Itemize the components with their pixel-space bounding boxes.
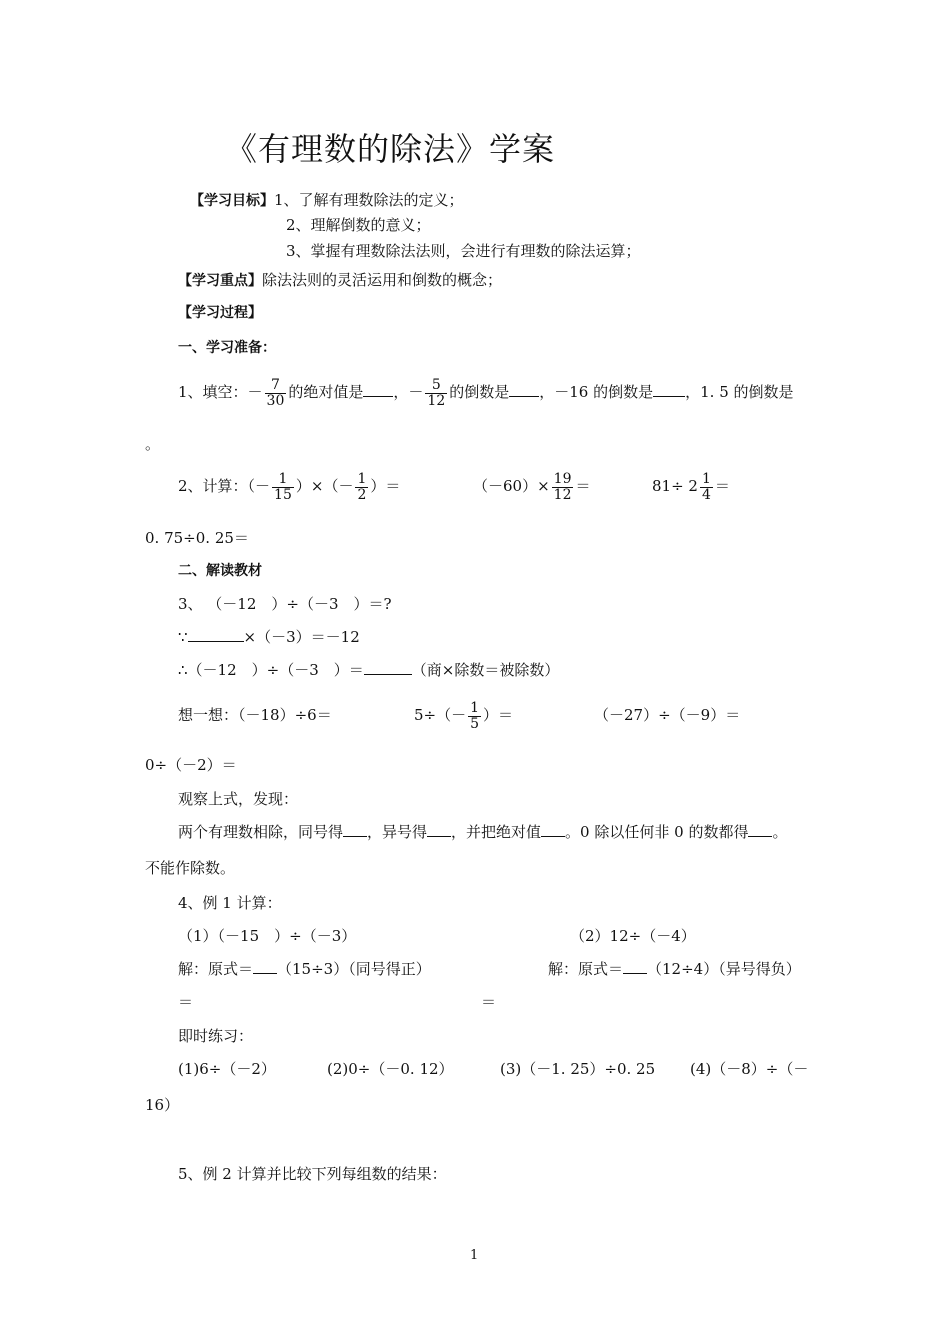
fraction-7-30: $\frac{7}{30}$ — [266, 376, 285, 409]
fraction-1-4: $\frac{1}{4}$ — [701, 470, 711, 503]
solution-1-eq: ＝ — [178, 993, 194, 1011]
page-number: 1 — [470, 1248, 479, 1263]
example1-p1: （1）（－15 ）÷（－3） — [178, 927, 357, 945]
key-points-label: 【学习重点】 — [178, 273, 262, 289]
goal-item-3: 3、掌握有理数除法法则，会进行有理数的除法运算； — [286, 242, 641, 260]
example1-p2: （2）12÷（－4） — [570, 927, 696, 945]
goals-line-1 — [190, 190, 464, 211]
q2-c: 81÷ 2 $\frac{1}{4}$ ＝ — [652, 470, 730, 503]
q2-b: （－60）× $\frac{19}{12}$ ＝ — [473, 470, 591, 503]
solution-1: 解：原式＝ （15÷3）（同号得正） — [178, 960, 431, 978]
example2-heading: 5、例 2 计算并比较下列每组数的结果： — [178, 1165, 447, 1183]
answer-blank[interactable] — [653, 382, 685, 397]
practice-item-4: (4)（－8）÷（－ — [690, 1060, 809, 1078]
process-label: 【学习过程】 — [178, 305, 262, 321]
think-c: （－27）÷（－9）＝ — [594, 706, 741, 724]
think-b: 5÷（－ $\frac{1}{5}$ ）＝ — [414, 699, 514, 732]
section1-heading: 一、学习准备： — [178, 340, 276, 356]
key-points-line — [178, 270, 502, 291]
solution-2-eq: ＝ — [481, 993, 497, 1011]
rule-line: 两个有理数相除，同号得 ，异号得 ，并把绝对值 。0 除以任何非 0 的数都得 。 — [178, 823, 788, 841]
key-points-text: 除法法则的灵活运用和倒数的概念； — [262, 271, 503, 289]
q1-line: 1、填空：－ $\frac{7}{30}$ 的绝对值是 ，－ $\frac{5}{12}$ 的倒数是 ，－16 的倒数是 ，1. 5 的倒数是 — [178, 376, 794, 409]
practice-item-4-cont: 16） — [145, 1096, 180, 1114]
answer-blank[interactable] — [188, 627, 244, 642]
q2-a: 2、计算：（－ $\frac{1}{15}$ ）×（－ $\frac{1}{2}$ ）＝ — [178, 470, 401, 503]
goal-item-2: 2、理解倒数的意义； — [286, 216, 431, 234]
fraction-1-2: $\frac{1}{2}$ — [357, 470, 367, 503]
q1-tail: 。 — [145, 435, 161, 453]
answer-blank[interactable] — [343, 822, 367, 837]
example1-heading: 4、例 1 计算： — [178, 894, 282, 912]
q3-line: 3、 （－12 ）÷（－3 ）＝? — [178, 595, 392, 613]
answer-blank[interactable] — [253, 959, 277, 974]
fraction-19-12: $\frac{19}{12}$ — [553, 470, 572, 503]
answer-blank[interactable] — [748, 822, 772, 837]
answer-blank[interactable] — [363, 382, 393, 397]
answer-blank[interactable] — [427, 822, 451, 837]
answer-blank[interactable] — [541, 822, 565, 837]
think-d: 0÷（－2）＝ — [145, 756, 237, 774]
because-line: ∵ ×（－3）＝－12 — [178, 628, 360, 646]
q2-d: 0. 75÷0. 25＝ — [145, 529, 249, 547]
therefore-line: ∴（－12 ）÷（－3 ）＝ （商×除数＝被除数） — [178, 661, 560, 679]
practice-item-1: (1)6÷（－2） — [178, 1060, 276, 1078]
goals-label: 【学习目标】 — [190, 193, 274, 209]
observe-line: 观察上式，发现： — [178, 790, 299, 808]
solution-2: 解：原式＝ （12÷4）（异号得负） — [548, 960, 801, 978]
practice-heading: 即时练习： — [178, 1027, 254, 1045]
fraction-1-5: $\frac{1}{5}$ — [470, 699, 480, 732]
answer-blank[interactable] — [623, 959, 647, 974]
fraction-1-15: $\frac{1}{15}$ — [274, 470, 292, 503]
think-a: 想一想：（－18）÷6＝ — [178, 706, 332, 724]
rule-line-2: 不能作除数。 — [145, 859, 236, 877]
answer-blank[interactable] — [509, 382, 539, 397]
answer-blank[interactable] — [364, 660, 412, 675]
section2-heading: 二、解读教材 — [178, 563, 262, 579]
document-title: 《有理数的除法》学案 — [225, 130, 556, 168]
practice-item-2: (2)0÷（－0. 12） — [327, 1060, 454, 1078]
fraction-5-12: $\frac{5}{12}$ — [427, 376, 446, 409]
practice-item-3: (3)（－1. 25）÷0. 25 — [500, 1060, 656, 1078]
goal-item-1: 1、了解有理数除法的定义； — [274, 191, 464, 209]
q1-prefix: 1、填空：－ — [178, 383, 263, 401]
